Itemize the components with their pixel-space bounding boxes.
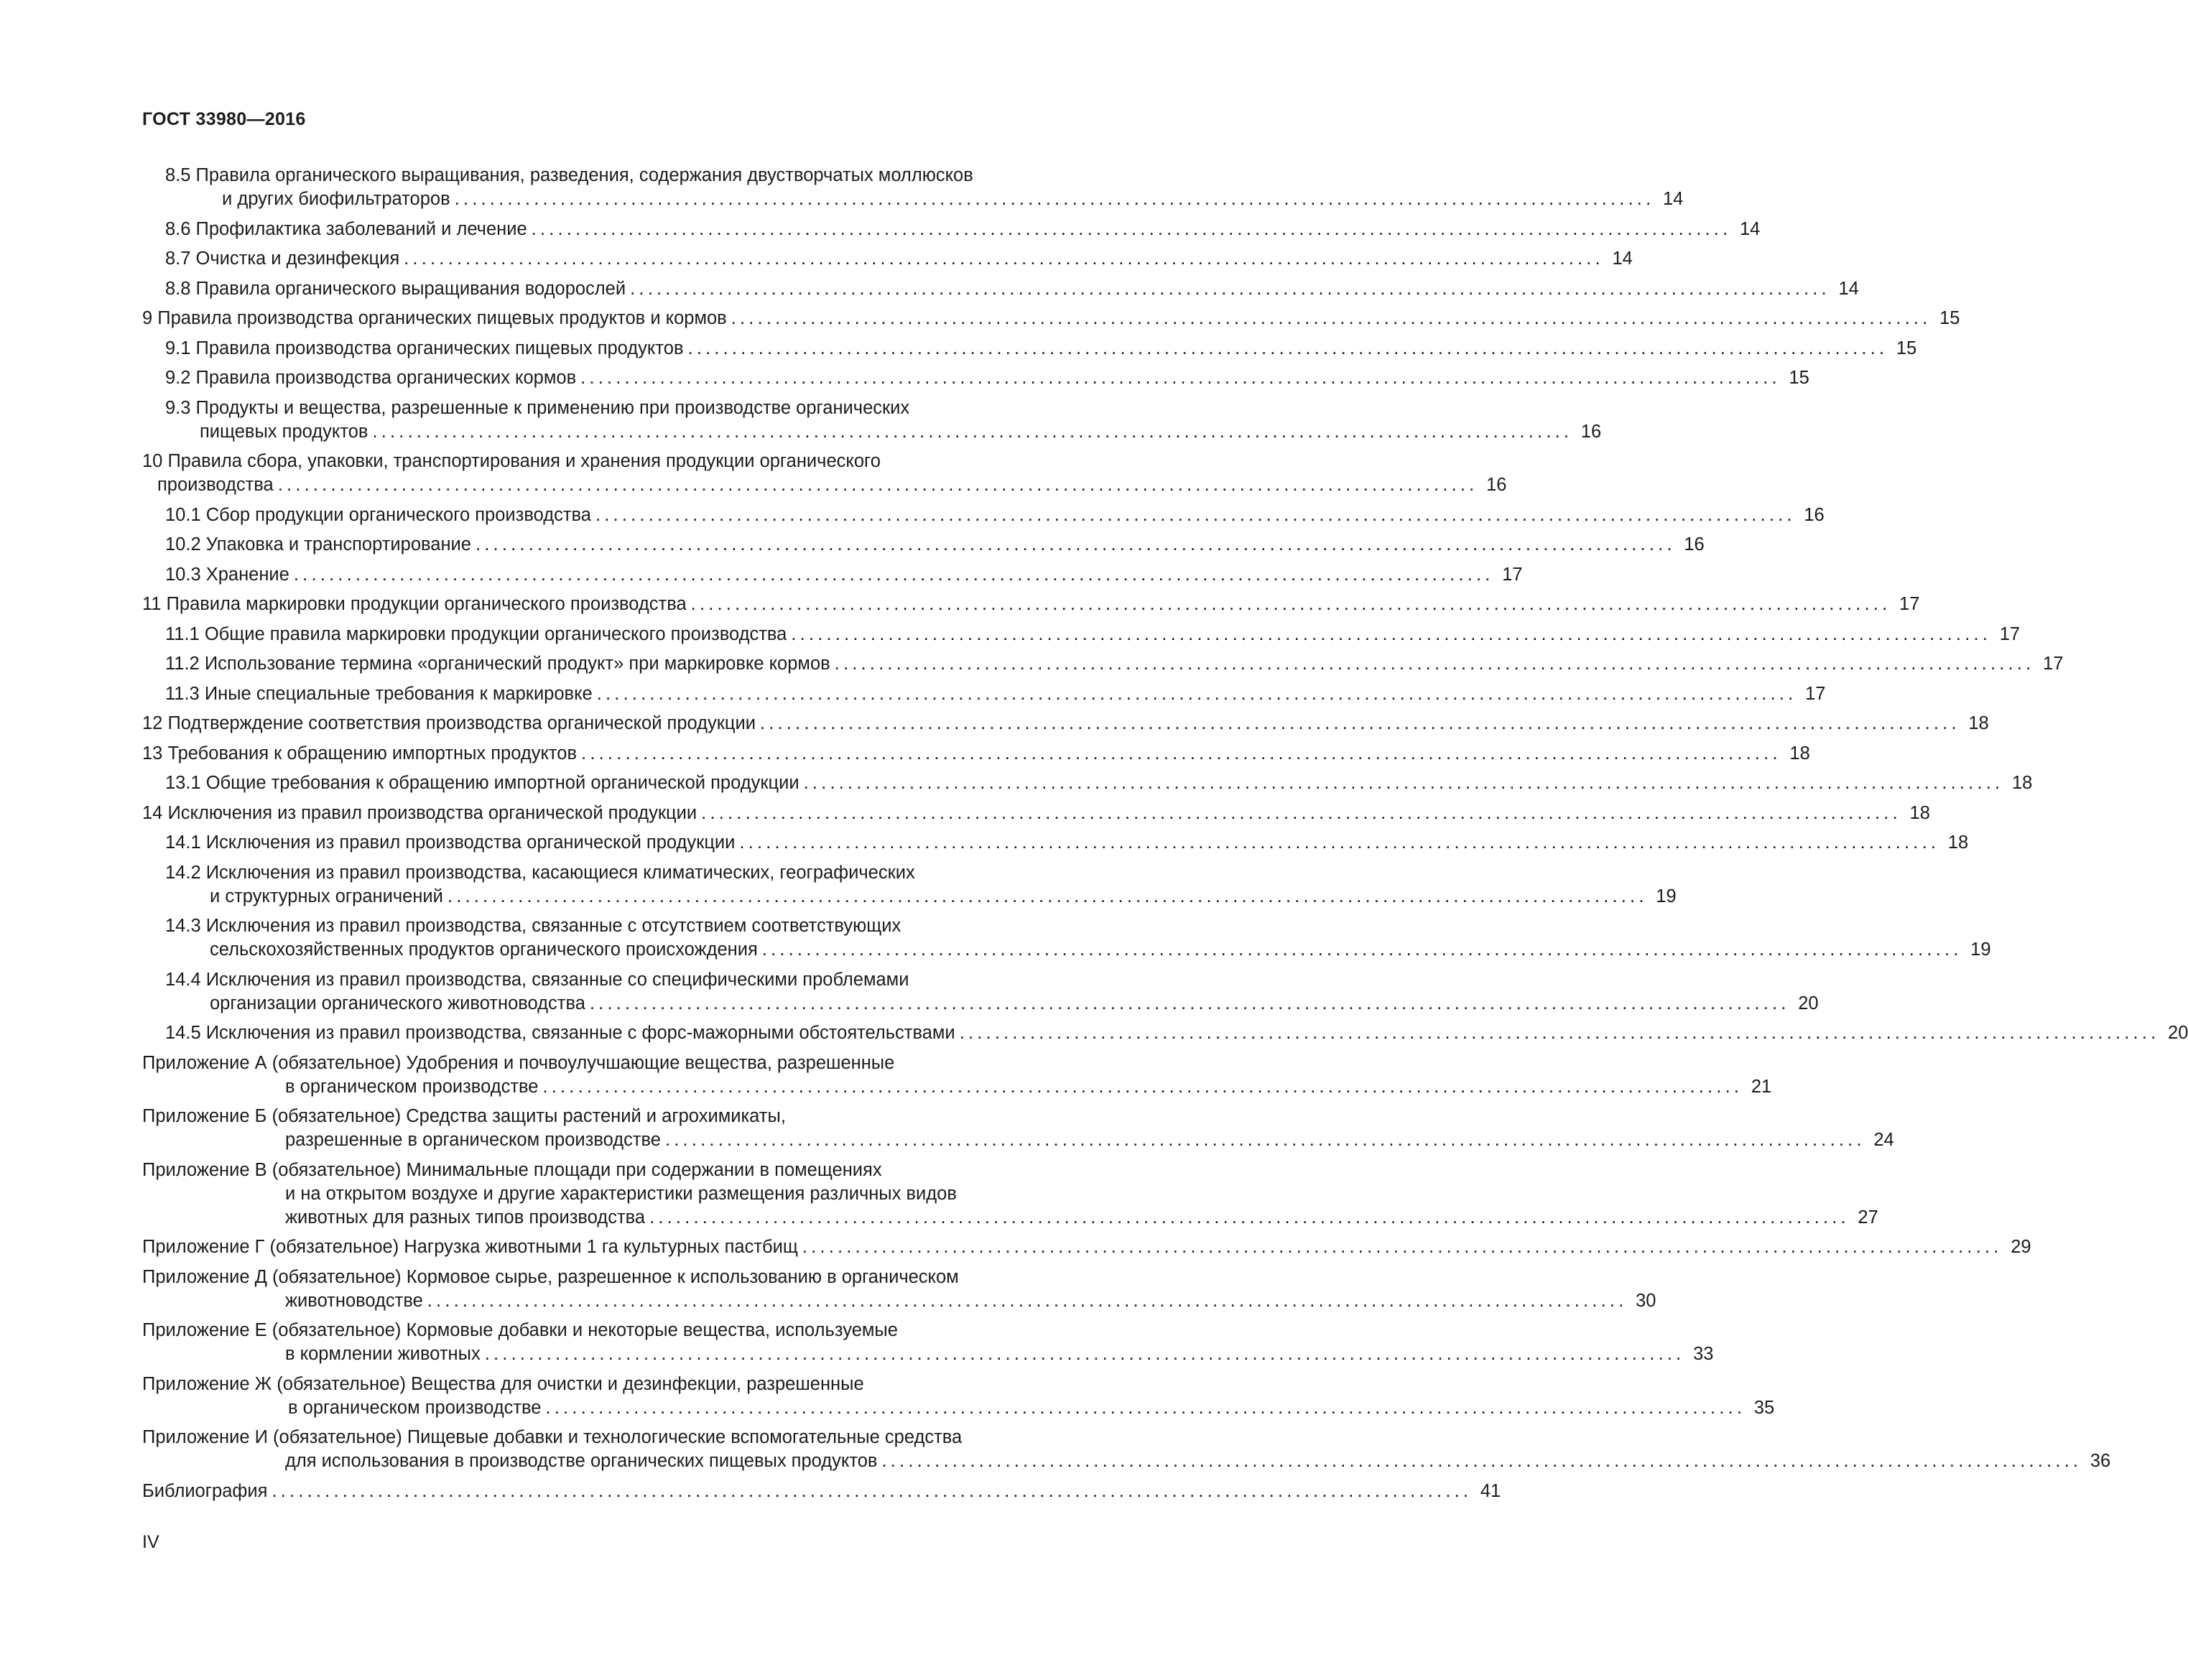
toc-page-number: 18: [1909, 802, 1930, 823]
toc-entry-8-6[interactable]: [142, 218, 1761, 241]
toc-entry-title: 8.6 Профилактика заболеваний и лечение: [165, 218, 527, 239]
toc-entry-10-3[interactable]: [142, 563, 1523, 587]
toc-entry-title: 14.1 Исключения из правил производства органической продукции: [165, 832, 736, 853]
toc-entry-appendix-e[interactable]: [142, 1319, 1714, 1366]
table-of-contents: [142, 164, 2188, 1503]
toc-entry-title-cont: и структурных ограничений: [210, 886, 443, 906]
toc-entry-title: Приложение И (обязательное) Пищевые добавки и технологические вспомогательные средства: [142, 1427, 963, 1447]
toc-entry-13-1[interactable]: [142, 771, 2033, 795]
dot-leader: ........................................................................................................................................: [803, 773, 2004, 793]
dot-leader: ........................................................................................................................................: [589, 993, 1790, 1013]
dot-leader: ........................................................................................................................................: [581, 743, 1781, 764]
toc-entry-title: 10.2 Упаковка и транспортирование: [165, 534, 471, 554]
dot-leader: ........................................................................................................................................: [475, 534, 1676, 554]
toc-page-number: 14: [1663, 189, 1684, 209]
toc-entry-11-2[interactable]: [142, 652, 2064, 676]
toc-entry-9-1[interactable]: [142, 337, 1917, 361]
toc-page-number: 27: [1858, 1207, 1878, 1227]
dot-leader: ........................................................................................................................................: [427, 1290, 1628, 1311]
toc-page-number: 36: [2090, 1451, 2111, 1471]
toc-entry-title: 8.8 Правила органического выращивания водорослей: [165, 278, 626, 299]
toc-entry-title-cont: и других биофильтраторов: [222, 189, 450, 209]
toc-page-number: 15: [1896, 338, 1917, 358]
toc-page-number: 21: [1751, 1076, 1772, 1097]
toc-entry-14-5[interactable]: [142, 1021, 2188, 1045]
toc-entry-14[interactable]: [142, 802, 1930, 825]
toc-page-number: 17: [1502, 564, 1523, 585]
dot-leader: ........................................................................................................................................: [739, 832, 1940, 853]
toc-page-number: 35: [1753, 1397, 1775, 1418]
toc-entry-title-cont: животных для разных типов производства: [285, 1207, 646, 1227]
dot-leader: ........................................................................................................................................: [802, 1237, 2003, 1257]
dot-leader: ........................................................................................................................................: [542, 1076, 1743, 1097]
toc-entry-10-2[interactable]: [142, 533, 1705, 557]
toc-entry-title-cont: разрешенные в органическом производстве: [285, 1130, 661, 1150]
toc-entry-8-7[interactable]: [142, 247, 1633, 271]
toc-page-number: 17: [2043, 654, 2064, 674]
toc-entry-9[interactable]: [142, 307, 1960, 330]
toc-entry-bibliography[interactable]: [142, 1480, 1501, 1503]
dot-leader: ........................................................................................................................................: [687, 338, 1888, 358]
toc-entry-title-cont: и на открытом воздухе и другие характеристики размещения различных видов: [285, 1183, 957, 1204]
document-header: ГОСТ 33980—2016: [142, 109, 306, 129]
toc-page-number: 24: [1873, 1130, 1894, 1150]
dot-leader: ........................................................................................................................................: [791, 623, 1992, 644]
dot-leader: ........................................................................................................................................: [277, 475, 1478, 495]
toc-page-number: 16: [1580, 421, 1602, 442]
toc-page-number: 14: [1838, 278, 1859, 299]
toc-entry-title: 14.5 Исключения из правил производства, связанные с форс-мажорными обстоятельствами: [165, 1023, 955, 1043]
toc-entry-11-1[interactable]: [142, 623, 2021, 646]
toc-entry-11[interactable]: [142, 593, 1920, 616]
toc-page-number: 15: [1939, 308, 1960, 328]
toc-entry-title: Приложение В (обязательное) Минимальные площади при содержании в помещениях: [142, 1159, 882, 1180]
toc-entry-10[interactable]: [142, 450, 1507, 497]
toc-entry-appendix-v[interactable]: [142, 1159, 1878, 1230]
dot-leader: ........................................................................................................................................: [447, 886, 1648, 906]
dot-leader: ........................................................................................................................................: [272, 1480, 1473, 1501]
toc-entry-title: 11.1 Общие правила маркировки продукции органического производства: [165, 623, 787, 644]
toc-entry-title-cont: сельскохозяйственных продуктов органического происхождения: [210, 939, 758, 960]
toc-page-number: 14: [1612, 249, 1633, 269]
toc-page-number: 17: [1999, 623, 2021, 644]
dot-leader: ........................................................................................................................................: [649, 1207, 1850, 1227]
toc-page-number: 20: [2168, 1023, 2188, 1043]
dot-leader: ........................................................................................................................................: [484, 1344, 1685, 1364]
toc-entry-title: Приложение Б (обязательное) Средства защиты растений и агрохимикаты,: [142, 1106, 786, 1126]
dot-leader: ........................................................................................................................................: [293, 564, 1494, 585]
toc-page-number: 18: [1789, 743, 1810, 764]
toc-entry-title: 9.2 Правила производства органических кормов: [165, 368, 577, 388]
toc-page-number: 17: [1899, 594, 1920, 614]
toc-entry-title: 11 Правила маркировки продукции органического производства: [142, 594, 687, 614]
toc-entry-title-cont: в органическом производстве: [288, 1397, 542, 1418]
toc-entry-title: 10 Правила сбора, упаковки, транспортирования и хранения продукции органического: [142, 451, 881, 471]
dot-leader: ........................................................................................................................................: [690, 594, 1891, 614]
dot-leader: ........................................................................................................................................: [761, 939, 1962, 960]
toc-entry-title-cont: пищевых продуктов: [200, 421, 368, 442]
toc-entry-9-2[interactable]: [142, 366, 1809, 390]
toc-entry-14-2[interactable]: [142, 861, 1677, 909]
toc-entry-title: Приложение Е (обязательное) Кормовые добавки и некоторые вещества, используемые: [142, 1320, 898, 1340]
toc-entry-title-cont: животноводстве: [285, 1290, 423, 1311]
toc-entry-title: Библиография: [142, 1480, 268, 1501]
dot-leader: ........................................................................................................................................: [760, 713, 1960, 733]
toc-entry-appendix-i[interactable]: [142, 1426, 2111, 1473]
toc-entry-appendix-a[interactable]: [142, 1052, 1772, 1099]
toc-entry-title: 12 Подтверждение соответствия производства органической продукции: [142, 713, 756, 733]
toc-page-number: 33: [1693, 1344, 1714, 1364]
dot-leader: ........................................................................................................................................: [834, 654, 2035, 674]
toc-entry-title: Приложение Д (обязательное) Кормовое сырье, разрешенное к использованию в органическом: [142, 1266, 959, 1287]
dot-leader: ........................................................................................................................................: [881, 1451, 2082, 1471]
toc-entry-title: 14.2 Исключения из правил производства, касающиеся климатических, географических: [165, 862, 915, 883]
dot-leader: ........................................................................................................................................: [701, 802, 1901, 823]
toc-entry-title: 8.5 Правила органического выращивания, разведения, содержания двустворчатых моллюсков: [165, 165, 973, 185]
toc-page-number: 19: [1656, 886, 1677, 906]
toc-page-number: 16: [1486, 475, 1507, 495]
toc-page-number: 18: [1968, 713, 1989, 733]
toc-page-number: 41: [1480, 1480, 1501, 1501]
toc-entry-9-3[interactable]: [142, 396, 1602, 444]
toc-entry-appendix-b[interactable]: [142, 1105, 1894, 1152]
toc-entry-appendix-zh[interactable]: [142, 1373, 1775, 1420]
dot-leader: ........................................................................................................................................: [959, 1023, 2160, 1043]
toc-entry-title-cont: организации органического животноводства: [210, 993, 585, 1013]
toc-page-number: 18: [2011, 773, 2033, 793]
toc-page-number: 18: [1947, 832, 1969, 853]
toc-entry-title: Приложение Г (обязательное) Нагрузка животными 1 га культурных пастбищ: [142, 1237, 798, 1257]
dot-leader: ........................................................................................................................................: [664, 1130, 1865, 1150]
dot-leader: ........................................................................................................................................: [404, 249, 1604, 269]
page-number-footer: IV: [142, 1532, 159, 1552]
toc-entry-title: 9 Правила производства органических пищевых продуктов и кормов: [142, 308, 727, 328]
toc-page-number: 16: [1684, 534, 1705, 554]
toc-entry-title: Приложение А (обязательное) Удобрения и почвоулучшающие вещества, разрешенные: [142, 1052, 895, 1073]
toc-entry-title: 11.3 Иные специальные требования к маркировке: [165, 683, 593, 704]
toc-entry-title: 11.2 Использование термина «органический продукт» при маркировке кормов: [165, 654, 830, 674]
toc-entry-title: 9.3 Продукты и вещества, разрешенные к применению при производстве органических: [165, 397, 910, 418]
toc-entry-title: 9.1 Правила производства органических пищевых продуктов: [165, 338, 684, 358]
dot-leader: ........................................................................................................................................: [596, 683, 1797, 704]
toc-entry-title: 14 Исключения из правил производства органической продукции: [142, 802, 697, 823]
dot-leader: ........................................................................................................................................: [454, 189, 1655, 209]
toc-entry-10-1[interactable]: [142, 503, 1825, 527]
toc-entry-title: 8.7 Очистка и дезинфекция: [165, 249, 400, 269]
toc-page-number: 17: [1805, 683, 1826, 704]
toc-entry-14-1[interactable]: [142, 831, 1969, 855]
dot-leader: ........................................................................................................................................: [580, 368, 1781, 388]
toc-page-number: 20: [1798, 993, 1819, 1013]
dot-leader: ........................................................................................................................................: [595, 504, 1796, 525]
toc-entry-title: 13 Требования к обращению импортных продуктов: [142, 743, 578, 764]
dot-leader: ........................................................................................................................................: [531, 218, 1732, 239]
toc-entry-title: 14.4 Исключения из правил производства, связанные со специфическими проблемами: [165, 969, 909, 990]
toc-entry-14-4[interactable]: [142, 968, 1819, 1016]
toc-entry-11-3[interactable]: [142, 682, 1826, 706]
dot-leader: ........................................................................................................................................: [372, 421, 1573, 442]
toc-page-number: 16: [1804, 504, 1825, 525]
toc-entry-appendix-d[interactable]: [142, 1266, 1656, 1313]
toc-entry-14-3[interactable]: [142, 914, 1991, 962]
toc-page-number: 30: [1636, 1290, 1656, 1311]
dot-leader: ........................................................................................................................................: [731, 308, 1932, 328]
toc-entry-title: 10.3 Хранение: [165, 564, 289, 585]
dot-leader: ........................................................................................................................................: [545, 1397, 1746, 1418]
toc-entry-12[interactable]: [142, 712, 1989, 735]
toc-entry-title-cont: в органическом производстве: [285, 1076, 539, 1097]
toc-page-number: 15: [1789, 368, 1809, 388]
toc-entry-title: 14.3 Исключения из правил производства, связанные с отсутствием соответствующих: [165, 916, 901, 936]
toc-page-number: 29: [2011, 1237, 2031, 1257]
toc-page-number: 19: [1970, 939, 1991, 960]
toc-entry-title-cont: производства: [157, 475, 274, 495]
toc-entry-title-cont: в кормлении животных: [285, 1344, 481, 1364]
toc-entry-title: 10.1 Сбор продукции органического производства: [165, 504, 591, 525]
toc-entry-8-8[interactable]: [142, 277, 1859, 301]
toc-entry-8-5[interactable]: [142, 164, 1684, 211]
toc-entry-title-cont: для использования в производстве органических пищевых продуктов: [285, 1451, 878, 1471]
toc-entry-13[interactable]: [142, 742, 1810, 766]
toc-page-number: 14: [1740, 218, 1761, 239]
toc-entry-appendix-g[interactable]: [142, 1235, 2031, 1259]
toc-entry-title: 13.1 Общие требования к обращению импортной органической продукции: [165, 773, 799, 793]
toc-entry-title: Приложение Ж (обязательное) Вещества для очистки и дезинфекции, разрешенные: [142, 1373, 864, 1394]
dot-leader: ........................................................................................................................................: [630, 278, 1830, 299]
